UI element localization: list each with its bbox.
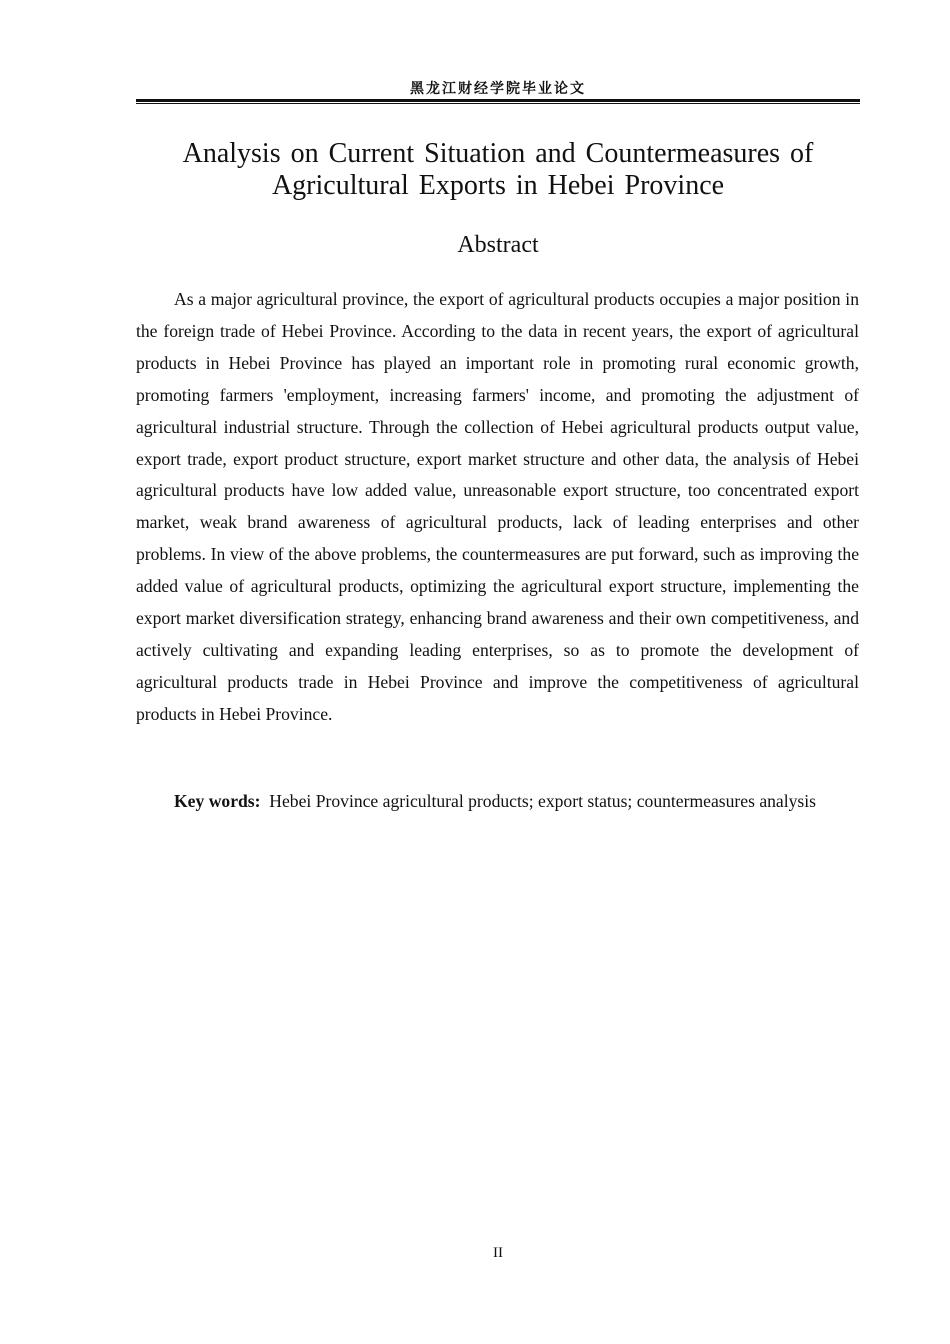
header-rule bbox=[136, 99, 860, 105]
page-number: II bbox=[493, 1245, 503, 1261]
running-header: 黑龙江财经学院毕业论文 bbox=[410, 81, 586, 97]
abstract-heading: Abstract bbox=[457, 232, 539, 258]
abstract-paragraph: As a major agricultural province, the export of agricultural products occupies a major position in the foreign trade of Hebei Province. According to the data in recent years, the export of agricultural products in Hebei Province has played an important role in promoting rural economic growth, promoting farmers 'employment, increasing farmers' income, and promoting the adjustment of agricultural industrial structure. Through the collection of Hebei agricultural products output value, export trade, export product structure, export market structure and other data, the analysis of Hebei agricultural products have low added value, unreasonable export structure, too concentrated export market, weak brand awareness of agricultural products, lack of leading enterprises and other problems. In view of the above problems, the countermeasures are put forward, such as improving the added value of agricultural products, optimizing the agricultural export structure, implementing the export market diversification strategy, enhancing brand awareness and their own competitiveness, and actively cultivating and expanding leading enterprises, so as to promote the development of agricultural products trade in Hebei Province and improve the competitiveness of agricultural products in Hebei Province. bbox=[136, 289, 859, 724]
keywords-text: Hebei Province agricultural products; export status; countermeasures analysis bbox=[269, 791, 817, 811]
header-rule-thick bbox=[136, 99, 860, 102]
header-rule-thin bbox=[136, 103, 860, 104]
keywords-label: Key words: bbox=[174, 791, 261, 811]
paper-title: Analysis on Current Situation and Countermeasures of Agricultural Exports in Hebei Province bbox=[182, 138, 814, 201]
keywords-paragraph bbox=[136, 786, 859, 818]
